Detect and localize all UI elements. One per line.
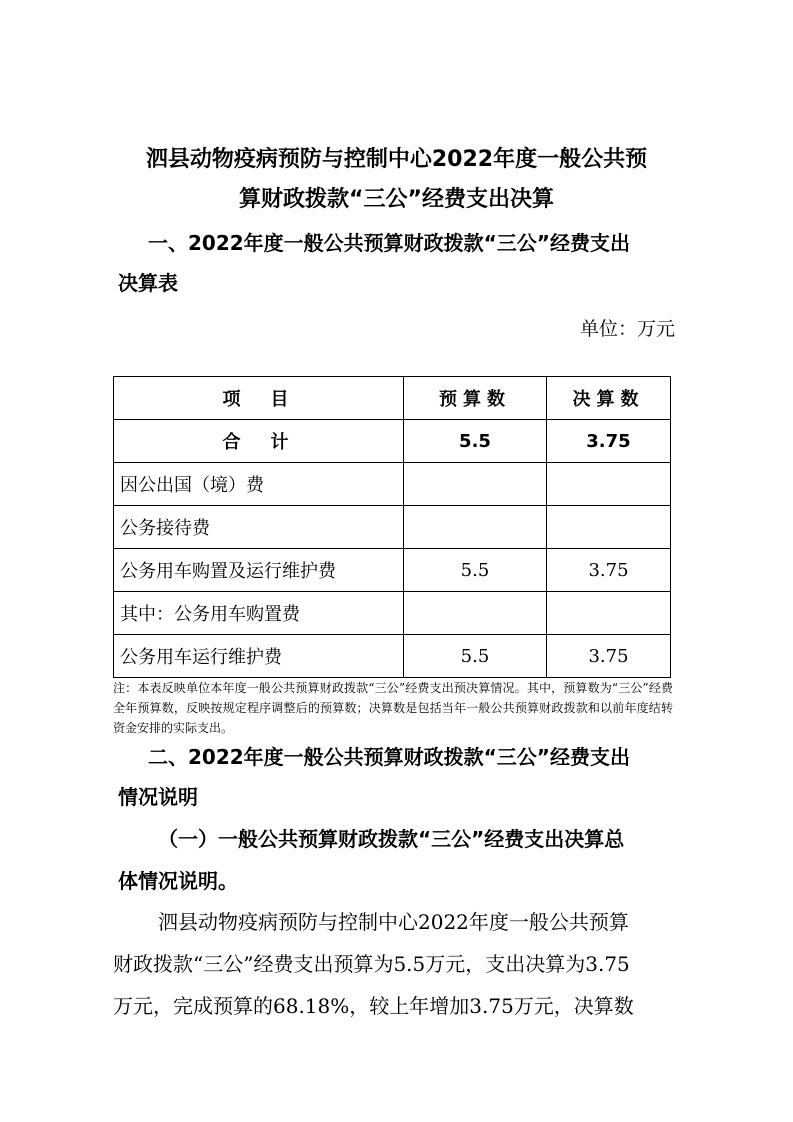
- unit-label: 单位：万元: [579, 318, 675, 340]
- subsection-1-heading-line-2: 体情况说明。: [118, 869, 238, 893]
- table-total-row: [114, 420, 671, 463]
- section-1-heading-line-1: 一、2022年度一般公共预算财政拨款“三公”经费支出: [148, 231, 630, 255]
- header-item: 项 目: [114, 377, 404, 420]
- table-row: [114, 506, 671, 549]
- row-final: [547, 592, 671, 635]
- document-title-line-2: 算财政拨款“三公”经费支出决算: [239, 187, 554, 212]
- row-budget: 5.5: [404, 549, 547, 592]
- total-label: 合 计: [114, 420, 404, 463]
- total-budget: 5.5: [404, 420, 547, 463]
- row-final: 3.75: [547, 635, 671, 678]
- section-1-heading-line-2: 决算表: [118, 271, 178, 295]
- table-header-row: [114, 377, 671, 420]
- table-row: [114, 549, 671, 592]
- row-budget: 5.5: [404, 635, 547, 678]
- row-label: 公务用车运行维护费: [114, 635, 404, 678]
- section-2-heading-line-1: 二、2022年度一般公共预算财政拨款“三公”经费支出: [148, 745, 630, 769]
- row-label: 因公出国（境）费: [114, 463, 404, 506]
- body-paragraph-line-2: 财政拨款“三公”经费支出预算为5.5万元，支出决算为3.75: [113, 952, 630, 976]
- three-public-expenses-table: [113, 376, 671, 678]
- body-paragraph-line-1: 泗县动物疫病预防与控制中心2022年度一般公共预算: [158, 910, 629, 934]
- section-2-heading-line-2: 情况说明: [118, 785, 198, 809]
- row-label: 其中：公务用车购置费: [114, 592, 404, 635]
- header-budget: 预算数: [404, 377, 547, 420]
- row-label: 公务接待费: [114, 506, 404, 549]
- row-label: 公务用车购置及运行维护费: [114, 549, 404, 592]
- subsection-1-heading-line-1: （一）一般公共预算财政拨款“三公”经费支出决算总: [158, 827, 625, 851]
- row-final: [547, 463, 671, 506]
- row-budget: [404, 506, 547, 549]
- table-note: 注：本表反映单位本年度一般公共预算财政拨款“三公”经费支出预决算情况。其中，预算数为“三公”经费全年预算数，反映按规定程序调整后的预算数；决算数是包括当年一般公共预算财政拨款和以前年度结转资金安排的实际支出。: [113, 681, 673, 735]
- table-row: [114, 463, 671, 506]
- row-final: 3.75: [547, 549, 671, 592]
- total-final: 3.75: [547, 420, 671, 463]
- row-final: [547, 506, 671, 549]
- document-title-line-1: 泗县动物疫病预防与控制中心2022年度一般公共预: [145, 147, 648, 172]
- body-paragraph-line-3: 万元，完成预算的68.18%，较上年增加3.75万元，决算数: [113, 994, 634, 1018]
- row-budget: [404, 463, 547, 506]
- table-row: [114, 635, 671, 678]
- row-budget: [404, 592, 547, 635]
- table-row: [114, 592, 671, 635]
- header-final: 决算数: [547, 377, 671, 420]
